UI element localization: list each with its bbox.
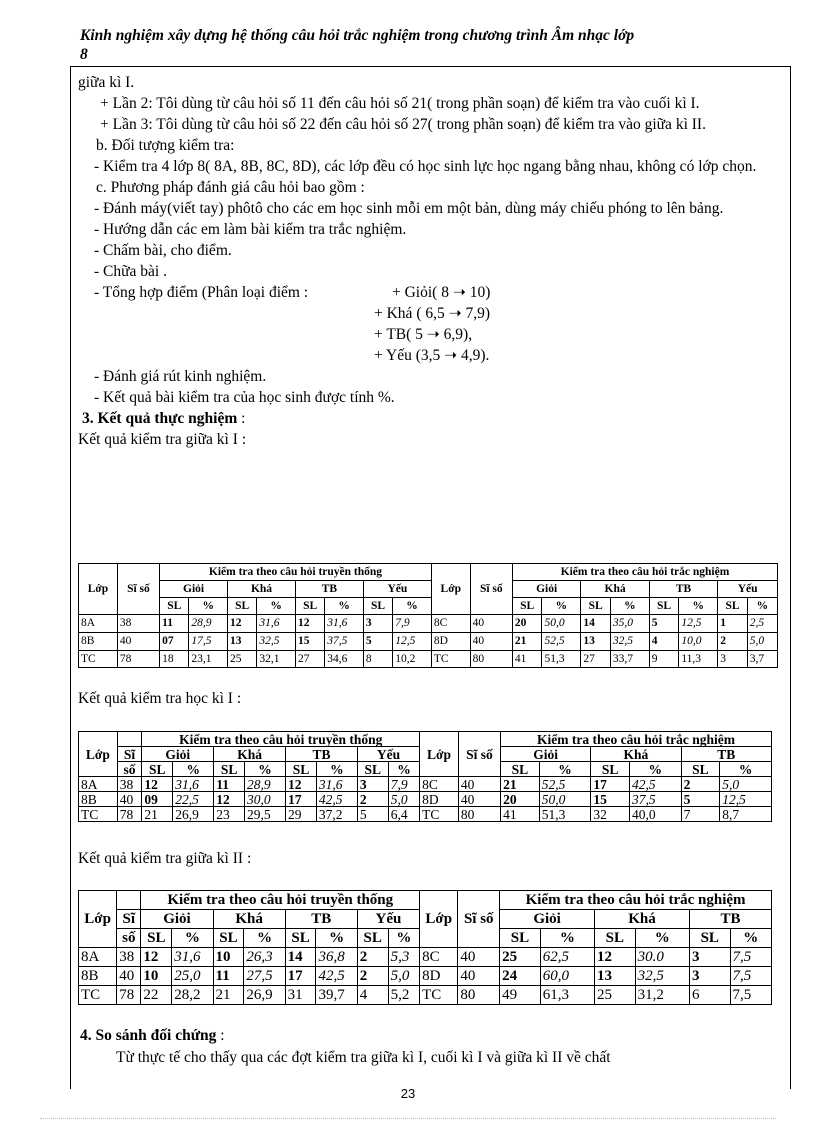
col-header: Giỏi [512, 581, 580, 598]
cell: 12,5 [393, 633, 432, 651]
col-header: SL [500, 929, 541, 948]
cell: 80 [458, 986, 500, 1005]
col-header: % [388, 929, 420, 948]
cell: 5,0 [747, 633, 777, 651]
col-header: Sĩ số [458, 891, 500, 948]
cell: 50,0 [542, 615, 581, 633]
section-heading [80, 1025, 780, 1047]
cell: 8A [79, 615, 118, 633]
group-header-traditional: Kiểm tra theo câu hỏi truyền thống [141, 891, 420, 910]
col-header: SL [501, 762, 540, 777]
cell: 21 [501, 777, 540, 792]
cell: 5 [681, 792, 720, 807]
subsection-heading: b. Đối tượng kiểm tra: [96, 137, 235, 154]
col-header: SL [357, 929, 388, 948]
cell: 52,5 [539, 777, 591, 792]
cell: 22,5 [173, 792, 214, 807]
cell: 37,5 [325, 633, 364, 651]
col-header: % [325, 598, 364, 615]
cell: 20 [512, 615, 542, 633]
cell: 31,2 [635, 986, 689, 1005]
cell: 80 [470, 651, 512, 668]
cell: 32,5 [610, 633, 649, 651]
cell: TC [79, 807, 118, 822]
list-item: - Tổng hợp điểm (Phân loại điểm : [94, 284, 309, 301]
cell: 49 [500, 986, 541, 1005]
cell: 26,9 [173, 807, 214, 822]
cell: TC [431, 651, 470, 668]
cell: 40 [458, 792, 500, 807]
cell: 11 [160, 615, 189, 633]
paragraph: - Đánh máy(viết tay) phôtô cho các em học sinh mỗi em một bản, dùng máy chiếu phóng to lên bảng. [94, 200, 724, 217]
cell: 7,9 [393, 615, 432, 633]
col-header: SL [363, 598, 392, 615]
cell: 18 [160, 651, 189, 668]
cell: 17 [591, 777, 630, 792]
table-caption: Kết quả kiểm tra học kì I : [78, 690, 242, 707]
col-header: % [172, 929, 213, 948]
group-header-traditional: Kiểm tra theo câu hỏi truyền thống [142, 732, 420, 747]
grade-item: + Khá ( 6,5 ➝ 7,9) [374, 305, 491, 322]
col-header: Giỏi [500, 910, 595, 929]
col-header: Khá [595, 910, 690, 929]
cell: 2 [718, 633, 748, 651]
col-header: Lớp [79, 732, 118, 777]
col-header: số [117, 762, 142, 777]
cell: 40 [458, 777, 500, 792]
col-header: SL [286, 762, 317, 777]
cell: 2 [357, 967, 388, 986]
col-header: % [316, 762, 357, 777]
col-header: % [540, 929, 594, 948]
running-header [80, 26, 780, 64]
cell: 38 [117, 615, 159, 633]
paragraph: + Lần 3: Tôi dùng từ câu hỏi số 22 đến câu hỏi số 27( trong phần soạn) để kiểm tra vào giữa kì II. [100, 116, 706, 133]
cell: 10,0 [679, 633, 718, 651]
cell: 29,5 [245, 807, 286, 822]
colon: : [237, 410, 246, 427]
cell: 12,5 [720, 792, 772, 807]
paragraph: + Lần 2: Tôi dùng từ câu hỏi số 11 đến câu hỏi số 21( trong phần soạn) để kiểm tra vào cuối kì I. [100, 95, 700, 112]
document-body [78, 72, 781, 450]
col-header: % [542, 598, 581, 615]
col-header: % [173, 762, 214, 777]
cell: 37,5 [630, 792, 682, 807]
cell: 25 [595, 986, 636, 1005]
cell: 21 [512, 633, 542, 651]
results-table-midterm-1 [78, 563, 778, 668]
cell: 8A [79, 777, 118, 792]
cell: 10,2 [393, 651, 432, 668]
cell: 17 [286, 792, 317, 807]
cell: 4 [357, 986, 388, 1005]
cell: 42,5 [630, 777, 682, 792]
cell: 40 [458, 948, 500, 967]
cell: 39,7 [316, 986, 357, 1005]
cell: 12 [595, 948, 636, 967]
cell: 23 [214, 807, 245, 822]
col-header: Khá [581, 581, 649, 598]
col-header: % [244, 929, 285, 948]
cell: 07 [160, 633, 189, 651]
col-header: SL [512, 598, 542, 615]
col-header: Yếu [357, 747, 419, 762]
col-header: % [610, 598, 649, 615]
cell: 7,5 [730, 948, 771, 967]
cell: 27 [295, 651, 324, 668]
cell: 60,0 [540, 967, 594, 986]
cell: 9 [649, 651, 679, 668]
col-header: TB [286, 747, 358, 762]
cell: 31 [285, 986, 316, 1005]
cell: 35,0 [610, 615, 649, 633]
grade-item: + TB( 5 ➝ 6,9), [374, 326, 473, 343]
grade-item: + Giỏi( 8 ➝ 10) [392, 284, 491, 301]
cell: 8D [420, 967, 458, 986]
comparison-section [80, 1025, 780, 1069]
cell: TC [79, 986, 117, 1005]
cell: 33,7 [610, 651, 649, 668]
col-header: Khá [591, 747, 681, 762]
cell: 15 [295, 633, 324, 651]
cell: 30.0 [635, 948, 689, 967]
list-item: - Chấm bài, cho điểm. [94, 242, 232, 259]
cell: 51,3 [539, 807, 591, 822]
cell: 78 [117, 986, 141, 1005]
results-table-semester-1 [78, 731, 772, 822]
col-header: Lớp [79, 891, 117, 948]
col-header: TB [689, 910, 771, 929]
col-header: Sĩ số [458, 732, 500, 777]
group-header-mcq: Kiểm tra theo câu hỏi trắc nghiệm [500, 891, 772, 910]
grade-classification [78, 282, 781, 303]
cell: 40,0 [630, 807, 682, 822]
list-item: - Chữa bài . [94, 263, 167, 280]
col-header: SL [213, 929, 244, 948]
cell: 11,3 [679, 651, 718, 668]
col-header: SL [649, 598, 679, 615]
group-header-traditional: Kiểm tra theo câu hỏi truyền thống [160, 564, 432, 581]
cell: 12 [228, 615, 257, 633]
page-bottom-divider [40, 1118, 776, 1119]
col-header: SL [357, 762, 388, 777]
col-header: % [730, 929, 771, 948]
col-header: % [245, 762, 286, 777]
cell: 32 [591, 807, 630, 822]
cell: 5 [357, 807, 388, 822]
cell: 5,0 [388, 967, 420, 986]
col-header [117, 891, 141, 910]
col-header: Khá [228, 581, 296, 598]
cell: 42,5 [316, 792, 357, 807]
cell: 12 [286, 777, 317, 792]
cell: 4 [649, 633, 679, 651]
col-header: Giỏi [160, 581, 228, 598]
cell: 2 [681, 777, 720, 792]
cell: 8A [79, 948, 117, 967]
cell: 25,0 [172, 967, 213, 986]
cell: 8,7 [720, 807, 772, 822]
cell: TC [420, 807, 459, 822]
section-title: 3. Kết quả thực nghiệm [82, 410, 238, 427]
cell: 3 [689, 967, 730, 986]
col-header: Sĩ [117, 747, 142, 762]
cell: 27,5 [244, 967, 285, 986]
header-title-line1: Kinh nghiệm xây dựng hệ thống câu hỏi trắc nghiệm trong chương trình Âm nhạc lớp [80, 27, 635, 44]
cell: 8C [431, 615, 470, 633]
cell: 14 [285, 948, 316, 967]
col-header: Lớp [420, 891, 458, 948]
cell: 3 [689, 948, 730, 967]
col-header: SL [142, 762, 173, 777]
cell: 5 [649, 615, 679, 633]
cell: 5 [363, 633, 392, 651]
cell: 41 [512, 651, 542, 668]
cell: 7,9 [388, 777, 419, 792]
cell: TC [420, 986, 458, 1005]
cell: 10 [141, 967, 172, 986]
cell: 12 [141, 948, 172, 967]
cell: 31,6 [172, 948, 213, 967]
cell: 28,9 [189, 615, 228, 633]
cell: 8C [420, 948, 458, 967]
col-header [117, 732, 142, 747]
cell: 2 [357, 792, 388, 807]
cell: 40 [470, 633, 512, 651]
cell: 7 [681, 807, 720, 822]
section-title: 4. So sánh đối chứng [80, 1027, 217, 1044]
col-header: Sĩ [117, 910, 141, 929]
col-header: Sĩ số [470, 564, 512, 615]
cell: 11 [214, 777, 245, 792]
colon: : [216, 1027, 225, 1044]
col-header: Khá [213, 910, 285, 929]
cell: 3 [718, 651, 748, 668]
col-header: TB [681, 747, 771, 762]
cell: 11 [213, 967, 244, 986]
col-header: số [117, 929, 141, 948]
col-header: TB [295, 581, 363, 598]
section-heading [78, 408, 781, 429]
cell: 25 [228, 651, 257, 668]
cell: 31,6 [257, 615, 296, 633]
col-header: Lớp [431, 564, 470, 615]
cell: 50,0 [539, 792, 591, 807]
cell: 40 [470, 615, 512, 633]
cell: 34,6 [325, 651, 364, 668]
cell: 29 [286, 807, 317, 822]
cell: 17 [285, 967, 316, 986]
cell: 25 [500, 948, 541, 967]
cell: 5,0 [388, 792, 419, 807]
cell: 30,0 [245, 792, 286, 807]
cell: 5,3 [388, 948, 420, 967]
cell: 78 [117, 807, 142, 822]
col-header: Sĩ số [117, 564, 159, 615]
col-header: SL [141, 929, 172, 948]
cell: 3,7 [747, 651, 777, 668]
col-header: Khá [214, 747, 286, 762]
col-header: % [635, 929, 689, 948]
cell: 42,5 [316, 967, 357, 986]
cell: 12 [214, 792, 245, 807]
cell: 38 [117, 777, 142, 792]
list-item: - Hướng dẫn các em làm bài kiểm tra trắc nghiệm. [94, 221, 407, 238]
list-item: - Kết quả bài kiểm tra của học sinh được tính %. [94, 389, 395, 406]
cell: 14 [581, 615, 611, 633]
col-header: Lớp [420, 732, 459, 777]
col-header: TB [285, 910, 357, 929]
col-header: % [747, 598, 777, 615]
paragraph: giữa kì I. [78, 74, 135, 91]
table-caption: Kết quả kiểm tra giữa kì I : [78, 431, 247, 448]
col-header: % [539, 762, 591, 777]
col-header: % [393, 598, 432, 615]
cell: 13 [228, 633, 257, 651]
cell: 8D [431, 633, 470, 651]
cell: 6 [689, 986, 730, 1005]
cell: 2 [357, 948, 388, 967]
cell: 20 [501, 792, 540, 807]
cell: 7,5 [730, 986, 771, 1005]
col-header: SL [214, 762, 245, 777]
paragraph: - Kiểm tra 4 lớp 8( 8A, 8B, 8C, 8D), các lớp đều có học sinh lực học ngang bằng nhau, không có lớp chọn. [94, 158, 757, 175]
paragraph: Từ thực tế cho thấy qua các đợt kiểm tra giữa kì I, cuối kì I và giữa kì II về chất [116, 1049, 611, 1066]
page-number: 23 [400, 1086, 416, 1101]
cell: 40 [117, 633, 159, 651]
cell: 52,5 [542, 633, 581, 651]
cell: 8C [420, 777, 459, 792]
cell: 78 [117, 651, 159, 668]
header-title-line2: 8 [80, 46, 88, 63]
cell: 17,5 [189, 633, 228, 651]
cell: 09 [142, 792, 173, 807]
cell: 8B [79, 967, 117, 986]
col-header: Giỏi [142, 747, 214, 762]
cell: 3 [357, 777, 388, 792]
cell: 8B [79, 633, 118, 651]
subsection-heading: c. Phương pháp đánh giá câu hỏi bao gồm : [96, 179, 365, 196]
cell: 13 [595, 967, 636, 986]
cell: 32,5 [257, 633, 296, 651]
cell: 13 [581, 633, 611, 651]
cell: 5,0 [720, 777, 772, 792]
cell: 31,6 [316, 777, 357, 792]
col-header: SL [689, 929, 730, 948]
cell: 12 [142, 777, 173, 792]
col-header: Giỏi [501, 747, 591, 762]
cell: 21 [213, 986, 244, 1005]
cell: 2,5 [747, 615, 777, 633]
col-header: % [388, 762, 419, 777]
cell: 24 [500, 967, 541, 986]
cell: 22 [141, 986, 172, 1005]
col-header: SL [581, 598, 611, 615]
cell: 31,6 [325, 615, 364, 633]
cell: 26,9 [244, 986, 285, 1005]
grade-item: + Yếu (3,5 ➝ 4,9). [374, 347, 490, 364]
table-caption: Kết quả kiểm tra giữa kì II : [78, 850, 252, 867]
col-header: % [679, 598, 718, 615]
cell: 80 [458, 807, 500, 822]
cell: 27 [581, 651, 611, 668]
col-header: Yếu [363, 581, 431, 598]
col-header: SL [681, 762, 720, 777]
col-header: Lớp [79, 564, 118, 615]
cell: 31,6 [173, 777, 214, 792]
cell: 21 [142, 807, 173, 822]
col-header: % [630, 762, 682, 777]
cell: 6,4 [388, 807, 419, 822]
cell: 36,8 [316, 948, 357, 967]
cell: 40 [117, 792, 142, 807]
cell: 40 [458, 967, 500, 986]
col-header: SL [718, 598, 748, 615]
col-header: SL [591, 762, 630, 777]
col-header: % [316, 929, 357, 948]
cell: 51,3 [542, 651, 581, 668]
col-header: SL [295, 598, 324, 615]
cell: TC [79, 651, 118, 668]
cell: 62,5 [540, 948, 594, 967]
cell: 61,3 [540, 986, 594, 1005]
col-header: SL [228, 598, 257, 615]
cell: 8 [363, 651, 392, 668]
cell: 7,5 [730, 967, 771, 986]
col-header: TB [649, 581, 717, 598]
col-header: Yếu [718, 581, 778, 598]
cell: 41 [501, 807, 540, 822]
col-header: SL [285, 929, 316, 948]
cell: 32,5 [635, 967, 689, 986]
cell: 26,3 [244, 948, 285, 967]
cell: 15 [591, 792, 630, 807]
cell: 5,2 [388, 986, 420, 1005]
cell: 3 [363, 615, 392, 633]
cell: 1 [718, 615, 748, 633]
group-header-mcq: Kiểm tra theo câu hỏi trắc nghiệm [501, 732, 772, 747]
results-table-midterm-2 [78, 890, 772, 1005]
cell: 38 [117, 948, 141, 967]
cell: 8D [420, 792, 459, 807]
cell: 12 [295, 615, 324, 633]
col-header: Giỏi [141, 910, 213, 929]
cell: 40 [117, 967, 141, 986]
cell: 28,2 [172, 986, 213, 1005]
cell: 28,9 [245, 777, 286, 792]
col-header: % [720, 762, 772, 777]
col-header: % [189, 598, 228, 615]
cell: 8B [79, 792, 118, 807]
cell: 32,1 [257, 651, 296, 668]
group-header-mcq: Kiểm tra theo câu hỏi trắc nghiệm [512, 564, 777, 581]
list-item: - Đánh giá rút kinh nghiệm. [94, 368, 267, 385]
col-header: SL [595, 929, 636, 948]
col-header: Yếu [357, 910, 419, 929]
cell: 10 [213, 948, 244, 967]
col-header: % [257, 598, 296, 615]
cell: 37,2 [316, 807, 357, 822]
cell: 12,5 [679, 615, 718, 633]
cell: 23,1 [189, 651, 228, 668]
col-header: SL [160, 598, 189, 615]
